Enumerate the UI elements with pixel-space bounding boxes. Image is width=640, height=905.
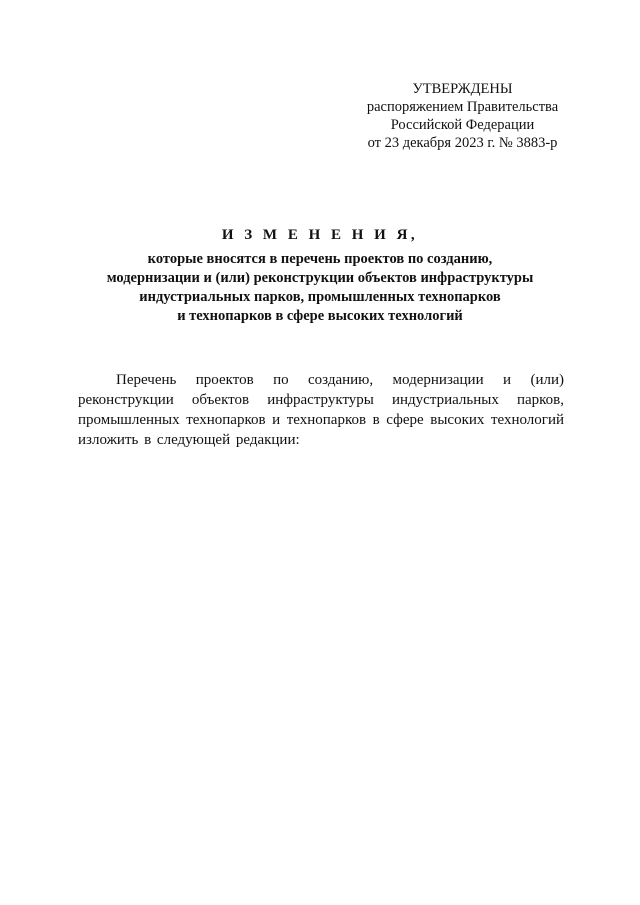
subtitle-line-4: и технопарков в сфере высоких технологий <box>177 308 463 324</box>
approval-line-decree: распоряжением Правительства <box>366 99 559 115</box>
document-subtitle <box>60 250 580 326</box>
document-title: И З М Е Н Е Н И Я, <box>221 227 419 243</box>
approval-heading: УТВЕРЖДЕНЫ <box>412 81 513 97</box>
approval-line-federation: Российской Федерации <box>390 117 535 133</box>
approval-block <box>350 80 575 152</box>
subtitle-line-1: которые вносятся в перечень проектов по созданию, <box>147 251 493 267</box>
body-paragraph: Перечень проектов по созданию, модернизации и (или) реконструкции объектов инфраструктуры индустриальных парков, промышленных технопарков и технопарков в сфере высоких технологий изложить в следующей редакции: <box>78 372 564 448</box>
approval-line-date: от 23 декабря 2023 г. № 3883-р <box>367 135 558 151</box>
subtitle-line-3: индустриальных парков, промышленных технопарков <box>139 289 501 305</box>
subtitle-line-2: модернизации и (или) реконструкции объектов инфраструктуры <box>106 270 534 286</box>
